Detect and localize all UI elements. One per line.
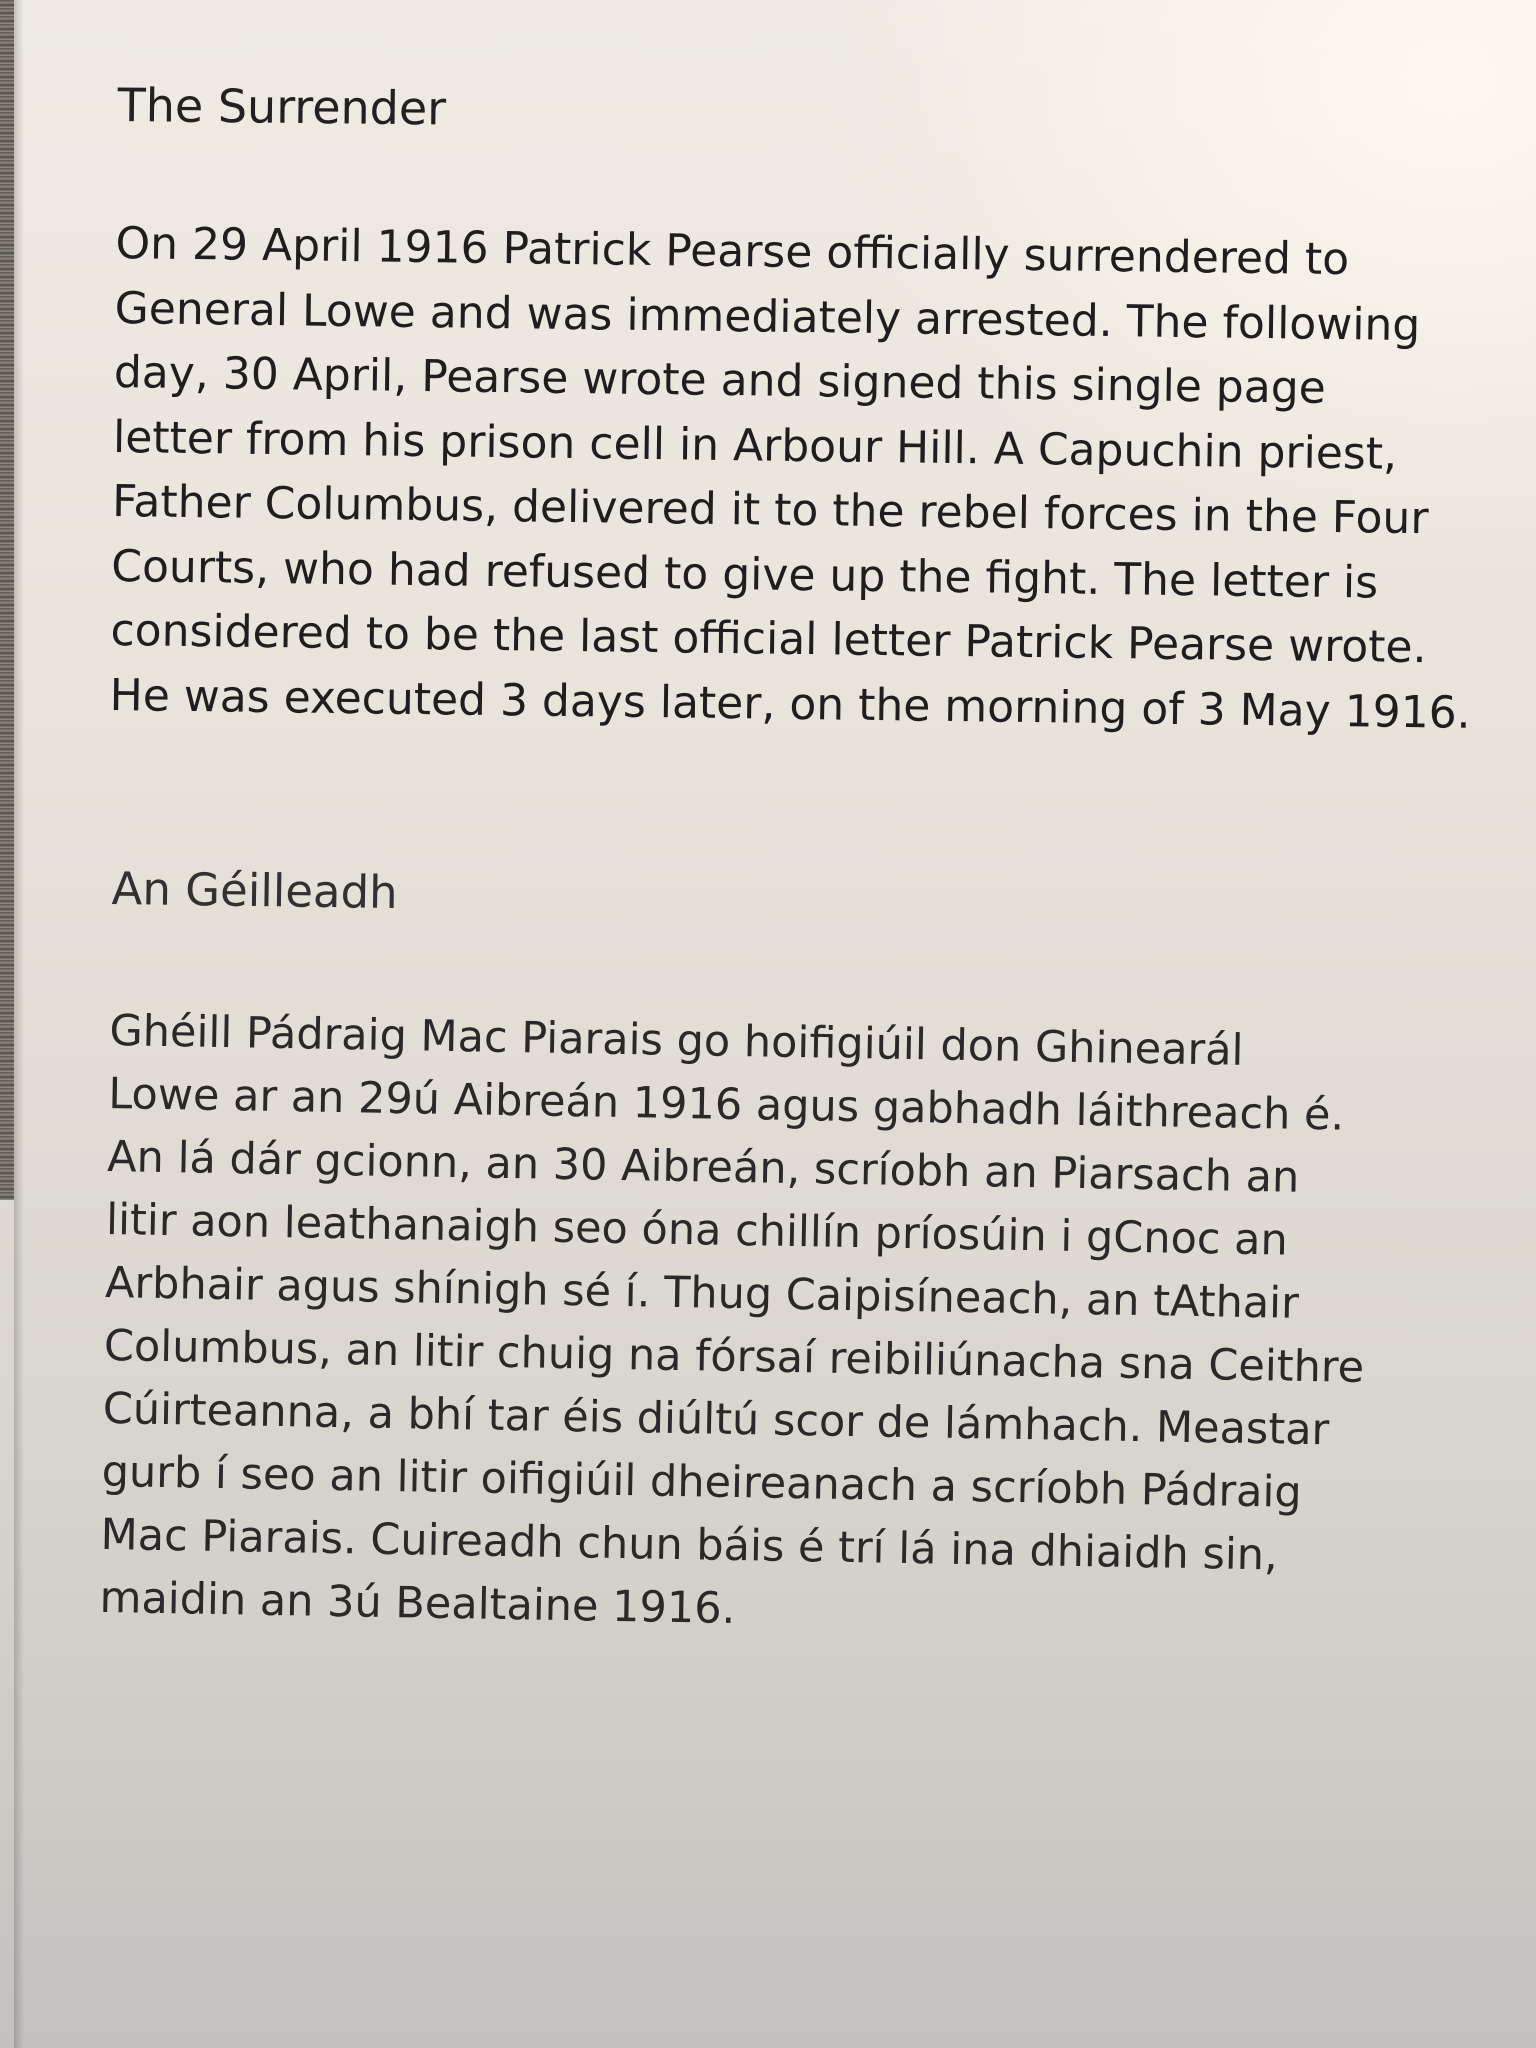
irish-line: Columbus, an litir chuig na fórsaí reibiliúnacha sna Ceithre [103, 1320, 1365, 1393]
irish-line: Lowe ar an 29ú Aibreán 1916 agus gabhadh láithreach é. [107, 1068, 1345, 1141]
irish-line: Ghéill Pádraig Mac Piarais go hoifigiúil don Ghinearál [109, 1005, 1244, 1076]
irish-title: An Géilleadh [111, 862, 399, 919]
english-line: General Lowe and was immediately arrested. The following [114, 282, 1421, 351]
irish-line: litir aon leathanaigh seo óna chillín príosúin i gCnoc an [105, 1194, 1289, 1266]
irish-paragraph [99, 1000, 1370, 1652]
english-title: The Surrender [117, 78, 447, 136]
english-line: letter from his prison cell in Arbour Hill. A Capuchin priest, [112, 411, 1398, 480]
english-line: He was executed 3 days later, on the morning of 3 May 1916. [109, 669, 1471, 739]
irish-line: maidin an 3ú Bealtaine 1916. [99, 1572, 736, 1635]
irish-line: Arbhair agus shínigh sé í. Thug Caipisíneach, an tAthair [104, 1257, 1300, 1329]
english-paragraph [109, 212, 1477, 746]
panel-edge-shadow [14, 0, 24, 2048]
english-line: considered to be the last official letter Patrick Pearse wrote. [110, 604, 1427, 674]
irish-line: gurb í seo an litir oifigiúil dheireanach a scríobh Pádraig [101, 1446, 1303, 1518]
irish-line: An lá dár gcionn, an 30 Aibreán, scríobh an Piarsach an [106, 1131, 1300, 1203]
irish-line: Cúirteanna, a bhí tar éis diúltú scor de lámhach. Meastar [102, 1383, 1330, 1456]
english-line: day, 30 April, Pearse wrote and signed this single page [113, 346, 1327, 414]
english-line: Courts, who had refused to give up the fight. The letter is [111, 540, 1379, 609]
english-line: On 29 April 1916 Patrick Pearse officially surrendered to [115, 217, 1350, 286]
english-line: Father Columbus, delivered it to the rebel forces in the Four [111, 475, 1429, 545]
irish-line: Mac Piarais. Cuireadh chun báis é trí lá ina dhiaidh sin, [100, 1509, 1279, 1581]
panel-edge-texture [0, 0, 14, 1200]
